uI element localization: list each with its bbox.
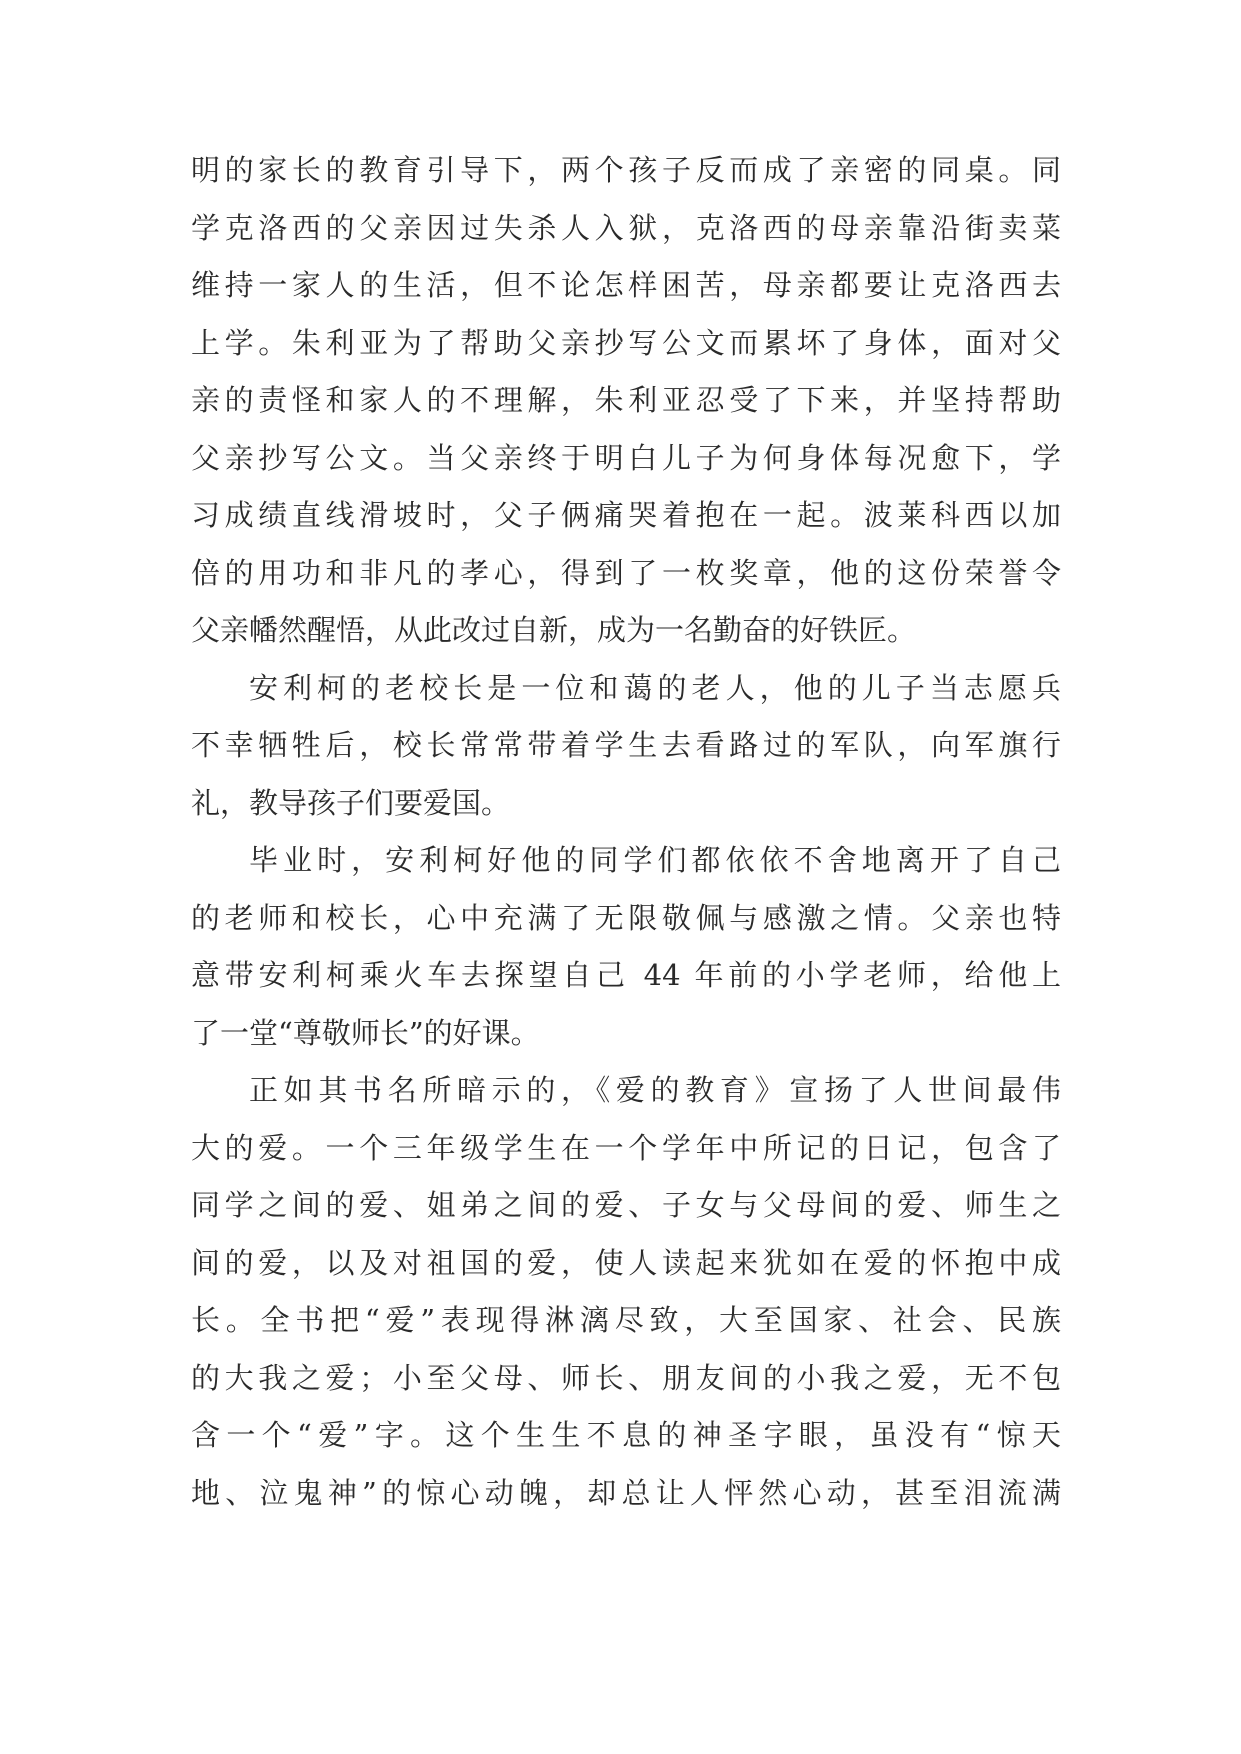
body-text (191, 142, 1061, 1522)
text-line: 同学之间的爱、姐弟之间的爱、子女与父母间的爱、师生之 (191, 1188, 1061, 1222)
text-line: 倍的用功和非凡的孝心，得到了一枚奖章，他的这份荣誉令 (191, 555, 1061, 590)
paragraph-first-line: 正如其书名所暗示的，《爱的教育》宣扬了人世间最伟 (249, 1073, 1061, 1107)
text-line: 父亲幡然醒悟，从此改过自新，成为一名勤奋的好铁匠。 (191, 613, 917, 647)
text-line: 意带安利柯乘火车去探望自己 44 年前的小学老师，给他上 (191, 958, 1061, 992)
text-line: 不幸牺牲后，校长常常带着学生去看路过的军队，向军旗行 (191, 728, 1061, 762)
text-line: 间的爱，以及对祖国的爱，使人读起来犹如在爱的怀抱中成 (191, 1245, 1061, 1280)
text-line: 地、泣鬼神”的惊心动魄，却总让人怦然心动，甚至泪流满 (191, 1475, 1061, 1510)
text-line: 明的家长的教育引导下，两个孩子反而成了亲密的同桌。同 (191, 153, 1061, 187)
paragraph-first-line: 毕业时，安利柯好他的同学们都依依不舍地离开了自己 (249, 843, 1061, 877)
text-line: 了一堂“尊敬师长”的好课。 (191, 1015, 540, 1050)
text-line: 父亲抄写公文。当父亲终于明白儿子为何身体每况愈下，学 (191, 440, 1061, 475)
text-line: 大的爱。一个三年级学生在一个学年中所记的日记，包含了 (191, 1130, 1061, 1165)
text-line: 上学。朱利亚为了帮助父亲抄写公文而累坏了身体，面对父 (191, 325, 1061, 360)
text-line: 含一个“爱”字。这个生生不息的神圣字眼，虽没有“惊天 (191, 1418, 1061, 1452)
text-line: 长。全书把“爱”表现得淋漓尽致，大至国家、社会、民族 (191, 1303, 1061, 1337)
text-line: 维持一家人的生活，但不论怎样困苦，母亲都要让克洛西去 (191, 268, 1061, 302)
text-line: 礼，教导孩子们要爱国。 (191, 785, 511, 820)
text-line: 的大我之爱；小至父母、师长、朋友间的小我之爱，无不包 (191, 1360, 1061, 1395)
text-line: 学克洛西的父亲因过失杀人入狱，克洛西的母亲靠沿街卖菜 (191, 210, 1061, 245)
text-line: 的老师和校长，心中充满了无限敬佩与感激之情。父亲也特 (191, 900, 1061, 935)
text-line: 亲的责怪和家人的不理解，朱利亚忍受了下来，并坚持帮助 (191, 383, 1061, 417)
paragraph-first-line: 安利柯的老校长是一位和蔼的老人，他的儿子当志愿兵 (249, 670, 1061, 705)
text-line: 习成绩直线滑坡时，父子俩痛哭着抱在一起。波莱科西以加 (191, 498, 1061, 532)
